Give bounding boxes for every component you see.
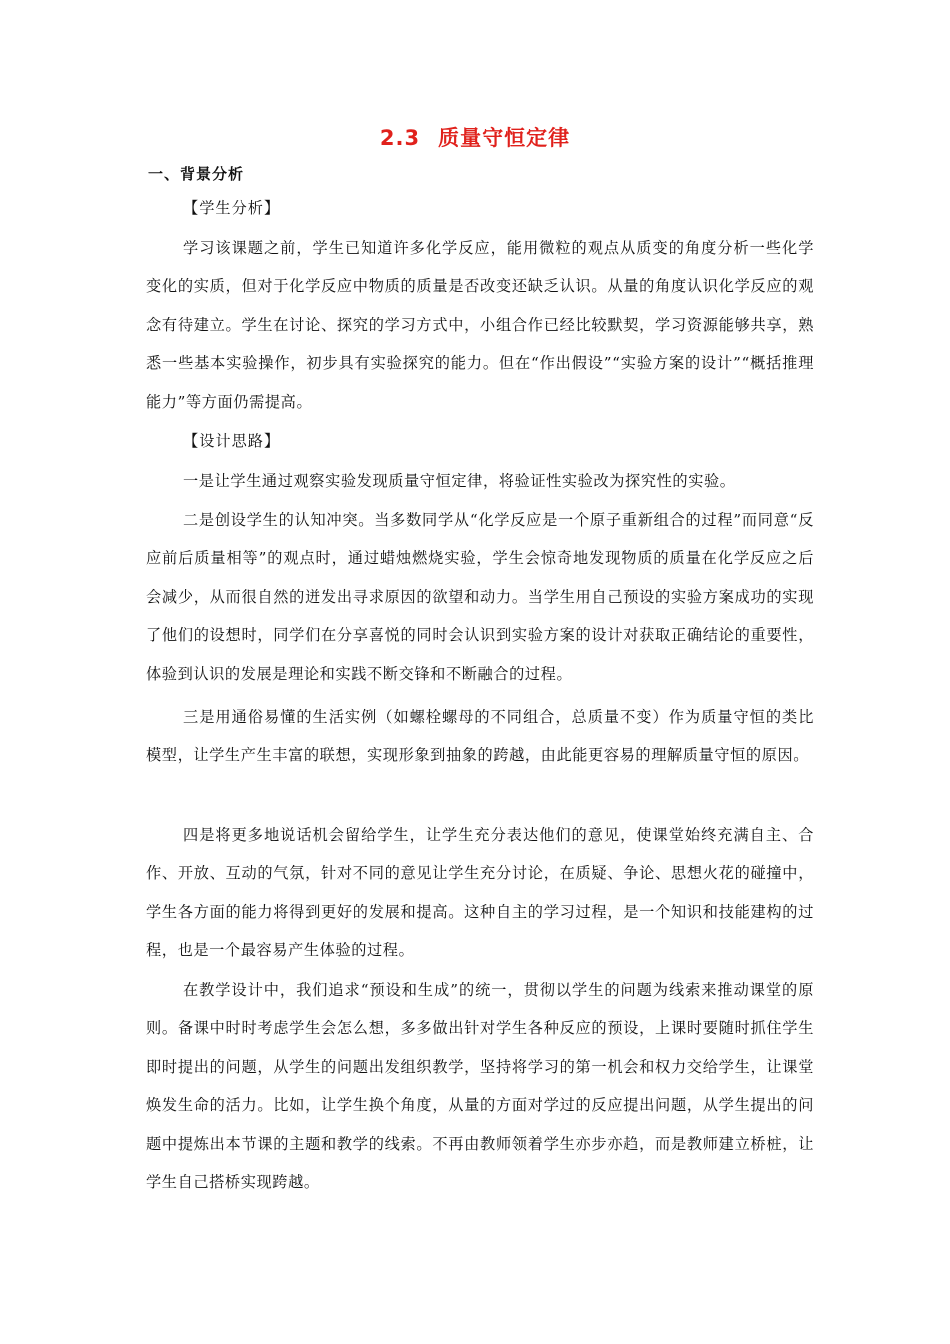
design-heading: 【设计思路】 — [183, 432, 281, 450]
section-heading-background: 一、背景分析 — [148, 165, 245, 183]
design-point-1: 一是让学生通过观察实验发现质量守恒定律，将验证性实验改为探究性的实验。 — [183, 472, 736, 490]
title-text: 质量守恒定律 — [438, 126, 571, 150]
design-summary-paragraph: 在教学设计中，我们追求“预设和生成”的统一，贯彻以学生的问题为线索来推动课堂的原则。备课中时时考虑学生会怎么想，多多做出针对学生各种反应的预设，上课时要随时抓住学生即时提出的问题，从学生的问题出发组织教学，坚持将学习的第一机会和权力交给学生，让课堂焕发生命的活力。比如，让学生换个角度，从量的方面对学过的反应提出问题，从学生提出的问题中提炼出本节课的主题和教学的线索。不再由教师领着学生亦步亦趋，而是教师建立桥桩，让学生自己搭桥实现跨越。 — [146, 981, 814, 1192]
design-point-2: 二是创设学生的认知冲突。当多数同学从“化学反应是一个原子重新组合的过程”而同意“反应前后质量相等”的观点时，通过蜡烛燃烧实验，学生会惊奇地发现物质的质量在化学反应之后会减少，从而很自然的迸发出寻求原因的欲望和动力。当学生用自己预设的实验方案成功的实现了他们的设想时，同学们在分享喜悦的同时会认识到实验方案的设计对获取正确结论的重要性，体验到认识的发展是理论和实践不断交锋和不断融合的过程。 — [146, 511, 814, 683]
title-number: 2.3 — [379, 126, 421, 150]
student-analysis-heading: 【学生分析】 — [183, 199, 281, 217]
student-analysis-paragraph: 学习该课题之前，学生已知道许多化学反应，能用微粒的观点从质变的角度分析一些化学变化的实质，但对于化学反应中物质的质量是否改变还缺乏认识。从量的角度认识化学反应的观念有待建立。学生在讨论、探究的学习方式中，小组合作已经比较默契，学习资源能够共享，熟悉一些基本实验操作，初步具有实验探究的能力。但在“作出假设”“实验方案的设计”“概括推理能力”等方面仍需提高。 — [146, 239, 814, 411]
page-title — [0, 122, 950, 152]
design-point-3: 三是用通俗易懂的生活实例（如螺栓螺母的不同组合，总质量不变）作为质量守恒的类比模型，让学生产生丰富的联想，实现形象到抽象的跨越，由此能更容易的理解质量守恒的原因。 — [146, 708, 814, 765]
design-point-4: 四是将更多地说话机会留给学生，让学生充分表达他们的意见，使课堂始终充满自主、合作、开放、互动的气氛，针对不同的意见让学生充分讨论，在质疑、争论、思想火花的碰撞中，学生各方面的能力将得到更好的发展和提高。这种自主的学习过程，是一个知识和技能建构的过程，也是一个最容易产生体验的过程。 — [146, 826, 814, 960]
